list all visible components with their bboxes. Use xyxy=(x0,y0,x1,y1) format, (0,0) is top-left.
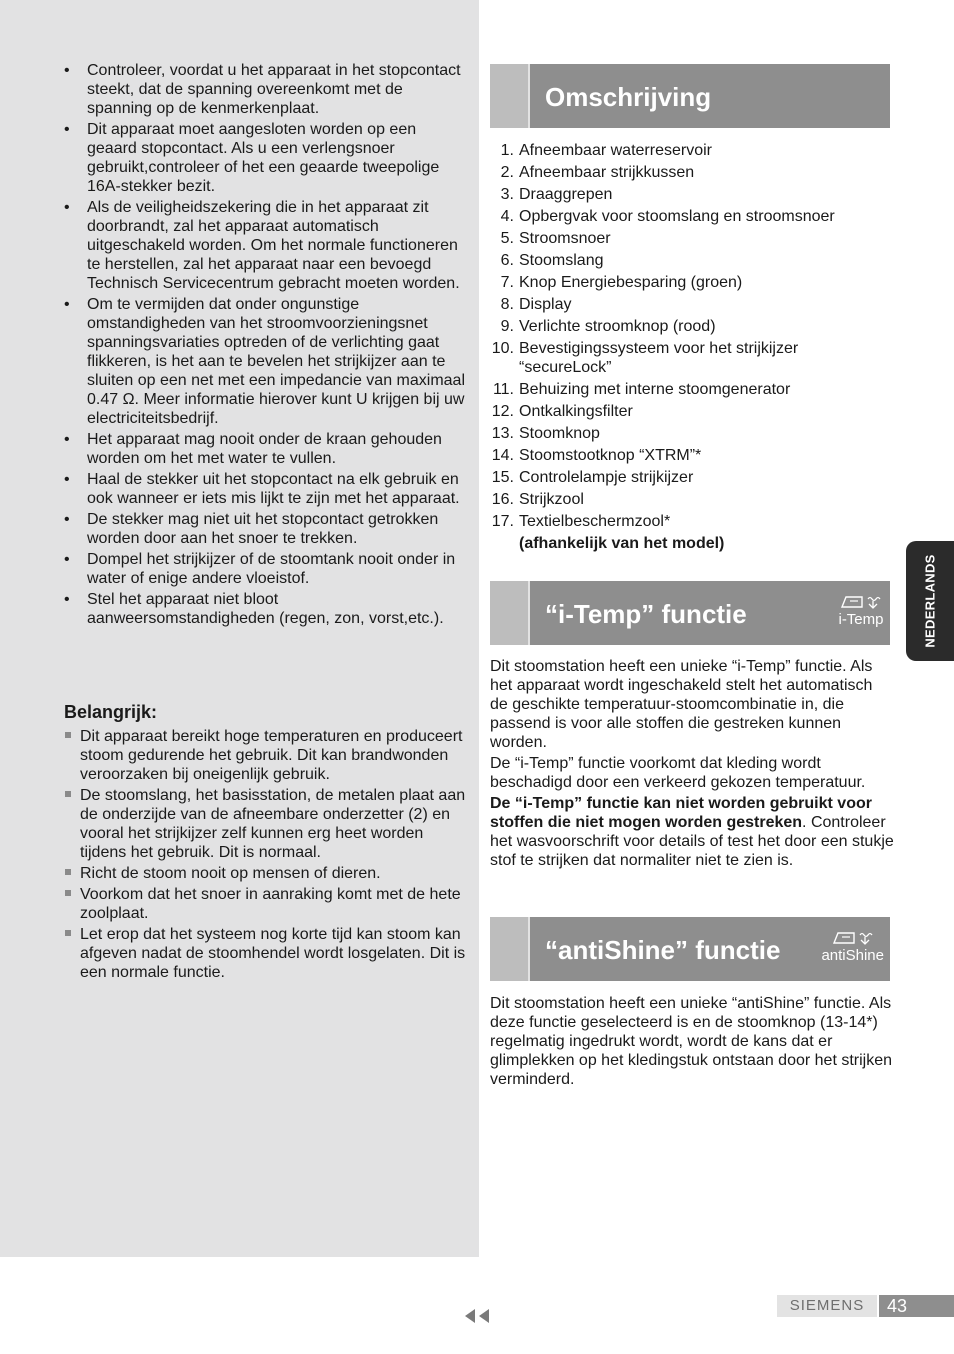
list-item: • Dit apparaat moet aangesloten worden op een geaard stopcontact. Als u een verlengsnoer gebruikt,controleer of het een geaarde tweepolige 16A-stekker bezit. xyxy=(64,120,466,196)
page-number: 43 xyxy=(879,1295,954,1317)
safety-bullet-list xyxy=(64,61,466,630)
section-title: “i-Temp” functie xyxy=(545,599,747,629)
list-item: 8. Display xyxy=(500,296,572,313)
list-item: 14. Stoomstootknop “XTRM”* xyxy=(491,447,702,464)
language-tab xyxy=(906,541,954,661)
section-header-omschrijving xyxy=(490,64,890,128)
list-item: 10. Bevestigingssysteem voor het strijkijzer “secureLock” xyxy=(491,340,799,376)
list-item: 3. Draaggrepen xyxy=(500,186,613,203)
paragraph: Dit stoomstation heeft een unieke “antiShine” functie. Als deze functie geselecteerd is en de stoomknop (13-14*) regelmatig ingedrukt wordt, wordt de kans dat er glimplekken op het kledingstuk ontstaan door het strijken verminderd. xyxy=(490,995,893,1088)
list-item: 7. Knop Energiebesparing (groen) xyxy=(500,274,743,291)
paragraph xyxy=(490,794,894,870)
iron-steam-icon xyxy=(838,593,884,611)
list-item: Richt de stoom nooit op mensen of dieren. xyxy=(64,864,466,883)
list-item: Dit apparaat bereikt hoge temperaturen en produceert stoom gedurende het gebruik. Dit kan brandwonden veroorzaken bij oneigenlijk gebruik. xyxy=(64,727,466,784)
list-item: Let erop dat het systeem nog korte tijd kan stoom kan afgeven nadat de stoomhendel wordt losgelaten. Dit is een normale functie. xyxy=(64,925,466,982)
paragraph-rest: . Controleer het wasvoorschrift voor details of test het door een stukje stof te strijken dat normaliter niet te zien is. xyxy=(490,814,894,869)
prev-page-arrows-icon[interactable] xyxy=(463,1308,493,1324)
list-item: 16. Strijkzool xyxy=(491,491,584,508)
iron-steam-icon xyxy=(830,929,876,947)
section-title: Omschrijving xyxy=(545,82,712,112)
list-item: • De stekker mag niet uit het stopcontact getrokken worden door aan het snoer te trekken. xyxy=(64,510,466,548)
parts-list xyxy=(490,141,890,556)
icon-label: i-Temp xyxy=(838,611,884,628)
list-item: Voorkom dat het snoer in aanraking komt met de hete zoolplaat. xyxy=(64,885,466,923)
list-item: 5. Stroomsnoer xyxy=(500,230,611,247)
list-item: 17. Textielbeschermzool* xyxy=(491,513,671,530)
list-item: 11. Behuizing met interne stoomgenerator xyxy=(492,381,791,398)
section-title: “antiShine” functie xyxy=(545,935,781,965)
list-item: 4. Opbergvak voor stoomslang en stroomsnoer xyxy=(500,208,835,225)
list-item: De stoomslang, het basisstation, de metalen plaat aan de onderzijde van de afneembare onderzetter (2) en vooral het strijkijzer zelf kunnen erg heet worden tijdens het gebruik. Dit is normaal. xyxy=(64,786,466,862)
model-note: (afhankelijk van het model) xyxy=(519,535,725,552)
header-tab xyxy=(490,64,530,128)
list-item: • Om te vermijden dat onder ongunstige omstandigheden van het stroomvoorzieningsnet spanningsvariaties optreden of de verlichting gaat flikkeren, is het aan te bevelen het strijkijzer aan te sluiten op een net met een impedancie van maximaal 0.47 Ω. Meer informatie hierover kunt U krijgen bij uw electriciteitsbedrijf. xyxy=(64,295,466,428)
icon-label: antiShine xyxy=(821,947,884,964)
brand-label: SIEMENS xyxy=(777,1295,877,1317)
header-tab xyxy=(490,917,530,981)
list-item: 2. Afneembaar strijkkussen xyxy=(500,164,695,181)
list-item: • Als de veiligheidszekering die in het apparaat zit doorbrandt, zal het apparaat automatisch uitgeschakeld worden. Om het normale functioneren te herstellen, zal het apparaat naar een bevoegd Technisch Servicecentrum gebracht moeten worden. xyxy=(64,198,466,293)
itemp-function-icon xyxy=(838,593,884,629)
paragraph: De “i-Temp” functie voorkomt dat kleding wordt beschadigd door een verkeerd gekozen temperatuur. xyxy=(490,755,866,791)
list-item: • Het apparaat mag nooit onder de kraan gehouden worden om het met water te vullen. xyxy=(64,430,466,468)
list-item: • Controleer, voordat u het apparaat in het stopcontact steekt, dat de spanning overeenkomt met de spanning op de kenmerkenplaat. xyxy=(64,61,466,118)
paragraph: Dit stoomstation heeft een unieke “i-Temp” functie. Als het apparaat wordt ingeschakeld stelt het automatisch de geschikte temperatuur-stoomcombinatie in, die passend is voor alle stoffen die gestreken kunnen worden. xyxy=(490,658,873,751)
antishine-body xyxy=(490,994,894,1091)
list-item: • Stel het apparaat niet bloot aanweersomstandigheden (regen, zon, vorst,etc.). xyxy=(64,590,466,628)
important-heading: Belangrijk: xyxy=(64,702,158,722)
list-item: 9. Verlichte stroomknop (rood) xyxy=(500,318,716,335)
list-item: 13. Stoomknop xyxy=(491,425,600,442)
language-label: NEDERLANDS xyxy=(922,554,938,648)
list-item: • Haal de stekker uit het stopcontact na elk gebruik en ook wanneer er iets mis lijkt te zijn met het apparaat. xyxy=(64,470,466,508)
list-item: 12. Ontkalkingsfilter xyxy=(491,403,633,420)
list-item: 15. Controlelampje strijkijzer xyxy=(491,469,694,486)
section-header-itemp xyxy=(490,581,890,645)
antishine-function-icon xyxy=(821,929,884,965)
header-tab xyxy=(490,581,530,645)
itemp-body xyxy=(490,657,894,872)
bold-text: De “i-Temp” functie kan niet worden gebruikt voor stoffen die niet mogen worden gestreken xyxy=(490,795,872,831)
section-header-antishine xyxy=(490,917,890,981)
important-list xyxy=(64,727,466,984)
list-item: 1. Afneembaar waterreservoir xyxy=(500,142,712,159)
list-item: 6. Stoomslang xyxy=(500,252,604,269)
list-item: • Dompel het strijkijzer of de stoomtank nooit onder in water of enige andere vloeistof. xyxy=(64,550,466,588)
